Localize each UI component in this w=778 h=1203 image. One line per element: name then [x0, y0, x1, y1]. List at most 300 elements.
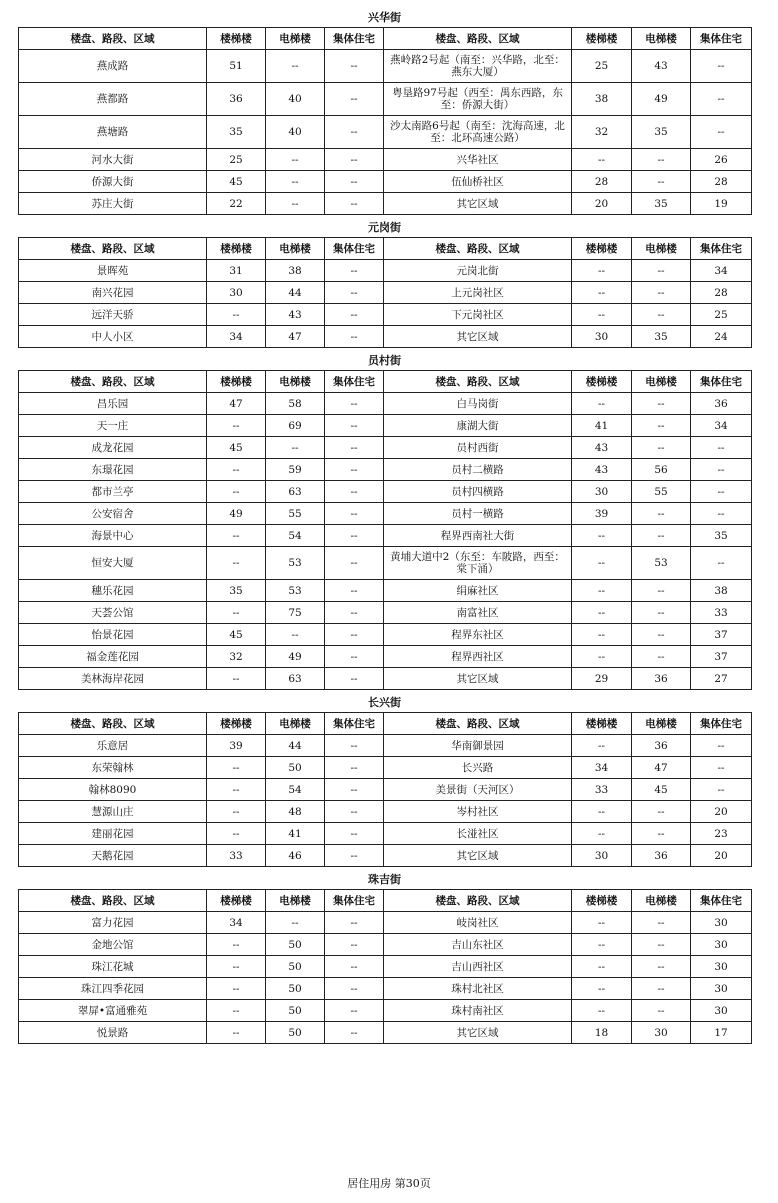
- table-row: [19, 602, 752, 624]
- location-cell: 其它区域: [384, 845, 572, 867]
- value-cell: 30: [572, 481, 632, 503]
- value-cell: --: [325, 282, 384, 304]
- value-cell: 34: [207, 326, 266, 348]
- location-cell: 天鹅花园: [19, 845, 207, 867]
- location-cell: 南兴花园: [19, 282, 207, 304]
- value-cell: --: [632, 304, 691, 326]
- section-title: 员村街: [368, 354, 401, 367]
- value-cell: --: [572, 823, 632, 845]
- column-header: 楼盘、路段、区域: [19, 238, 207, 260]
- column-header: 楼盘、路段、区域: [384, 371, 572, 393]
- column-header: 楼盘、路段、区域: [19, 713, 207, 735]
- location-cell: 翰林8090: [19, 779, 207, 801]
- value-cell: 30: [691, 934, 752, 956]
- location-cell: 珠江花城: [19, 956, 207, 978]
- table-row: [19, 823, 752, 845]
- value-cell: --: [691, 481, 752, 503]
- column-header: 楼梯楼: [572, 371, 632, 393]
- value-cell: 47: [266, 326, 325, 348]
- value-cell: --: [325, 503, 384, 525]
- value-cell: 19: [691, 193, 752, 215]
- value-cell: --: [266, 171, 325, 193]
- value-cell: 54: [266, 525, 325, 547]
- column-header: 集体住宅: [325, 28, 384, 50]
- value-cell: --: [325, 481, 384, 503]
- value-cell: 55: [632, 481, 691, 503]
- value-cell: --: [691, 735, 752, 757]
- location-cell: 天一庄: [19, 415, 207, 437]
- table-row: [19, 415, 752, 437]
- location-cell: 下元岗社区: [384, 304, 572, 326]
- value-cell: --: [632, 580, 691, 602]
- value-cell: 50: [266, 934, 325, 956]
- location-cell: 长兴路: [384, 757, 572, 779]
- section: [18, 871, 751, 1044]
- value-cell: --: [572, 624, 632, 646]
- value-cell: --: [632, 282, 691, 304]
- value-cell: --: [207, 481, 266, 503]
- value-cell: --: [632, 801, 691, 823]
- value-cell: 75: [266, 602, 325, 624]
- value-cell: --: [207, 547, 266, 580]
- value-cell: --: [632, 624, 691, 646]
- value-cell: 28: [691, 171, 752, 193]
- location-cell: 吉山东社区: [384, 934, 572, 956]
- value-cell: --: [266, 624, 325, 646]
- value-cell: 40: [266, 116, 325, 149]
- column-header: 楼盘、路段、区域: [384, 28, 572, 50]
- price-table: [18, 237, 752, 348]
- value-cell: --: [691, 459, 752, 481]
- value-cell: 53: [632, 547, 691, 580]
- section: [18, 219, 751, 348]
- column-header: 电梯楼: [632, 371, 691, 393]
- column-header: 楼梯楼: [207, 713, 266, 735]
- column-header: 楼梯楼: [572, 890, 632, 912]
- value-cell: --: [325, 304, 384, 326]
- location-cell: 黄埔大道中2（东至：车陂路，西至：棠下涌）: [384, 547, 572, 580]
- document-body: [18, 9, 751, 1048]
- table-row: [19, 646, 752, 668]
- value-cell: --: [572, 1000, 632, 1022]
- table-row: [19, 393, 752, 415]
- value-cell: --: [632, 525, 691, 547]
- value-cell: 35: [207, 580, 266, 602]
- value-cell: 56: [632, 459, 691, 481]
- value-cell: --: [572, 646, 632, 668]
- value-cell: --: [325, 149, 384, 171]
- column-header: 电梯楼: [266, 890, 325, 912]
- value-cell: --: [691, 83, 752, 116]
- column-header: 楼盘、路段、区域: [384, 713, 572, 735]
- value-cell: 55: [266, 503, 325, 525]
- value-cell: 47: [632, 757, 691, 779]
- value-cell: --: [325, 580, 384, 602]
- value-cell: 54: [266, 779, 325, 801]
- value-cell: --: [325, 646, 384, 668]
- column-header: 楼梯楼: [207, 28, 266, 50]
- value-cell: 32: [207, 646, 266, 668]
- location-cell: 恒安大厦: [19, 547, 207, 580]
- table-row: [19, 757, 752, 779]
- column-header: 集体住宅: [325, 371, 384, 393]
- location-cell: 公安宿舍: [19, 503, 207, 525]
- value-cell: 47: [207, 393, 266, 415]
- value-cell: 38: [266, 260, 325, 282]
- table-row: [19, 481, 752, 503]
- value-cell: --: [632, 823, 691, 845]
- value-cell: --: [691, 50, 752, 83]
- value-cell: --: [632, 149, 691, 171]
- table-row: [19, 801, 752, 823]
- value-cell: 43: [632, 50, 691, 83]
- value-cell: --: [325, 171, 384, 193]
- value-cell: 35: [632, 193, 691, 215]
- value-cell: --: [325, 415, 384, 437]
- table-row: [19, 83, 752, 116]
- value-cell: 35: [632, 116, 691, 149]
- table-row: [19, 171, 752, 193]
- table-row: [19, 624, 752, 646]
- value-cell: --: [207, 956, 266, 978]
- table-row: [19, 934, 752, 956]
- value-cell: 28: [691, 282, 752, 304]
- section-title: 兴华街: [368, 11, 401, 24]
- value-cell: --: [691, 757, 752, 779]
- location-cell: 美景街（天河区）: [384, 779, 572, 801]
- value-cell: --: [207, 934, 266, 956]
- value-cell: --: [572, 393, 632, 415]
- value-cell: --: [572, 956, 632, 978]
- table-row: [19, 326, 752, 348]
- value-cell: 20: [572, 193, 632, 215]
- value-cell: --: [325, 547, 384, 580]
- section: [18, 352, 751, 690]
- value-cell: 34: [572, 757, 632, 779]
- value-cell: 43: [572, 459, 632, 481]
- value-cell: --: [207, 602, 266, 624]
- value-cell: --: [207, 801, 266, 823]
- value-cell: --: [691, 779, 752, 801]
- value-cell: --: [207, 459, 266, 481]
- table-header-row: [19, 28, 752, 50]
- location-cell: 海景中心: [19, 525, 207, 547]
- value-cell: --: [691, 116, 752, 149]
- value-cell: --: [572, 580, 632, 602]
- section: [18, 9, 751, 215]
- value-cell: 44: [266, 735, 325, 757]
- price-table: [18, 889, 752, 1044]
- location-cell: 南富社区: [384, 602, 572, 624]
- value-cell: 45: [207, 624, 266, 646]
- column-header: 电梯楼: [266, 713, 325, 735]
- table-header-row: [19, 890, 752, 912]
- value-cell: 53: [266, 580, 325, 602]
- table-header-row: [19, 238, 752, 260]
- location-cell: 其它区域: [384, 1022, 572, 1044]
- column-header: 电梯楼: [632, 713, 691, 735]
- column-header: 楼梯楼: [572, 713, 632, 735]
- value-cell: 39: [572, 503, 632, 525]
- value-cell: --: [632, 393, 691, 415]
- table-header-row: [19, 713, 752, 735]
- column-header: 楼盘、路段、区域: [384, 890, 572, 912]
- value-cell: --: [266, 50, 325, 83]
- value-cell: 53: [266, 547, 325, 580]
- value-cell: 25: [572, 50, 632, 83]
- value-cell: --: [572, 304, 632, 326]
- table-row: [19, 912, 752, 934]
- value-cell: --: [207, 304, 266, 326]
- value-cell: 48: [266, 801, 325, 823]
- value-cell: --: [325, 83, 384, 116]
- table-row: [19, 193, 752, 215]
- table-row: [19, 668, 752, 690]
- value-cell: --: [572, 978, 632, 1000]
- location-cell: 其它区域: [384, 193, 572, 215]
- column-header: 电梯楼: [266, 238, 325, 260]
- value-cell: --: [266, 193, 325, 215]
- value-cell: --: [325, 823, 384, 845]
- value-cell: 36: [632, 735, 691, 757]
- value-cell: 30: [572, 326, 632, 348]
- location-cell: 程界西南社大街: [384, 525, 572, 547]
- value-cell: 35: [207, 116, 266, 149]
- value-cell: --: [632, 503, 691, 525]
- section: [18, 694, 751, 867]
- value-cell: 34: [691, 415, 752, 437]
- value-cell: --: [632, 934, 691, 956]
- value-cell: 43: [572, 437, 632, 459]
- location-cell: 金地公馆: [19, 934, 207, 956]
- value-cell: 20: [691, 845, 752, 867]
- table-row: [19, 304, 752, 326]
- value-cell: --: [325, 801, 384, 823]
- value-cell: --: [325, 934, 384, 956]
- value-cell: 36: [632, 668, 691, 690]
- location-cell: 侨源大街: [19, 171, 207, 193]
- column-header: 集体住宅: [691, 890, 752, 912]
- value-cell: 30: [691, 912, 752, 934]
- table-row: [19, 503, 752, 525]
- value-cell: --: [266, 437, 325, 459]
- value-cell: 29: [572, 668, 632, 690]
- location-cell: 程界东社区: [384, 624, 572, 646]
- value-cell: --: [632, 602, 691, 624]
- location-cell: 岐岗社区: [384, 912, 572, 934]
- value-cell: 39: [207, 735, 266, 757]
- location-cell: 建丽花园: [19, 823, 207, 845]
- location-cell: 福金莲花园: [19, 646, 207, 668]
- location-cell: 粤垦路97号起（西至：禺东西路，东至：侨源大街）: [384, 83, 572, 116]
- location-cell: 远洋天骄: [19, 304, 207, 326]
- value-cell: 32: [572, 116, 632, 149]
- location-cell: 兴华社区: [384, 149, 572, 171]
- value-cell: 22: [207, 193, 266, 215]
- value-cell: --: [325, 779, 384, 801]
- value-cell: 30: [691, 1000, 752, 1022]
- value-cell: 25: [207, 149, 266, 171]
- value-cell: 69: [266, 415, 325, 437]
- value-cell: 36: [691, 393, 752, 415]
- value-cell: 33: [572, 779, 632, 801]
- location-cell: 怡景花园: [19, 624, 207, 646]
- value-cell: --: [325, 912, 384, 934]
- value-cell: 45: [632, 779, 691, 801]
- value-cell: --: [572, 525, 632, 547]
- column-header: 楼盘、路段、区域: [19, 890, 207, 912]
- column-header: 集体住宅: [325, 238, 384, 260]
- value-cell: 63: [266, 668, 325, 690]
- value-cell: 23: [691, 823, 752, 845]
- location-cell: 昌乐园: [19, 393, 207, 415]
- section-title: 元岗街: [368, 221, 401, 234]
- table-row: [19, 282, 752, 304]
- value-cell: 20: [691, 801, 752, 823]
- value-cell: 26: [691, 149, 752, 171]
- value-cell: --: [325, 845, 384, 867]
- price-table: [18, 27, 752, 215]
- value-cell: 59: [266, 459, 325, 481]
- location-cell: 燕成路: [19, 50, 207, 83]
- value-cell: --: [632, 912, 691, 934]
- value-cell: --: [325, 735, 384, 757]
- location-cell: 珠村北社区: [384, 978, 572, 1000]
- value-cell: --: [207, 978, 266, 1000]
- value-cell: 33: [691, 602, 752, 624]
- value-cell: 38: [691, 580, 752, 602]
- value-cell: 50: [266, 978, 325, 1000]
- value-cell: --: [572, 735, 632, 757]
- table-row: [19, 547, 752, 580]
- column-header: 电梯楼: [266, 371, 325, 393]
- value-cell: 33: [207, 845, 266, 867]
- value-cell: 35: [691, 525, 752, 547]
- value-cell: --: [207, 823, 266, 845]
- value-cell: --: [325, 525, 384, 547]
- value-cell: 50: [266, 1022, 325, 1044]
- value-cell: --: [325, 757, 384, 779]
- location-cell: 绢麻社区: [384, 580, 572, 602]
- value-cell: --: [572, 149, 632, 171]
- location-cell: 富力花园: [19, 912, 207, 934]
- table-header-row: [19, 371, 752, 393]
- column-header: 集体住宅: [325, 890, 384, 912]
- value-cell: 27: [691, 668, 752, 690]
- value-cell: 49: [632, 83, 691, 116]
- value-cell: --: [632, 437, 691, 459]
- column-header: 集体住宅: [691, 28, 752, 50]
- value-cell: 40: [266, 83, 325, 116]
- value-cell: --: [266, 912, 325, 934]
- location-cell: 成龙花园: [19, 437, 207, 459]
- value-cell: --: [325, 326, 384, 348]
- column-header: 楼盘、路段、区域: [19, 371, 207, 393]
- value-cell: --: [325, 956, 384, 978]
- table-row: [19, 978, 752, 1000]
- location-cell: 珠村南社区: [384, 1000, 572, 1022]
- column-header: 楼梯楼: [207, 371, 266, 393]
- value-cell: --: [325, 437, 384, 459]
- value-cell: --: [325, 393, 384, 415]
- value-cell: --: [207, 1022, 266, 1044]
- table-row: [19, 260, 752, 282]
- location-cell: 上元岗社区: [384, 282, 572, 304]
- table-row: [19, 50, 752, 83]
- value-cell: 50: [266, 1000, 325, 1022]
- value-cell: --: [207, 415, 266, 437]
- location-cell: 苏庄大街: [19, 193, 207, 215]
- value-cell: 31: [207, 260, 266, 282]
- section-title: 长兴街: [368, 696, 401, 709]
- value-cell: 46: [266, 845, 325, 867]
- location-cell: 员村二横路: [384, 459, 572, 481]
- value-cell: --: [325, 459, 384, 481]
- value-cell: 30: [691, 978, 752, 1000]
- value-cell: --: [207, 668, 266, 690]
- value-cell: --: [207, 757, 266, 779]
- table-row: [19, 845, 752, 867]
- location-cell: 康湖大街: [384, 415, 572, 437]
- column-header: 电梯楼: [266, 28, 325, 50]
- value-cell: --: [325, 1000, 384, 1022]
- location-cell: 燕岭路2号起（南至：兴华路，北至：燕东大厦）: [384, 50, 572, 83]
- page-footer: 居住用房 第30页: [347, 1177, 431, 1190]
- column-header: 楼盘、路段、区域: [384, 238, 572, 260]
- value-cell: --: [325, 116, 384, 149]
- location-cell: 白马岗街: [384, 393, 572, 415]
- value-cell: 51: [207, 50, 266, 83]
- value-cell: --: [325, 193, 384, 215]
- location-cell: 珠江四季花园: [19, 978, 207, 1000]
- location-cell: 燕都路: [19, 83, 207, 116]
- value-cell: --: [207, 779, 266, 801]
- location-cell: 中人小区: [19, 326, 207, 348]
- table-row: [19, 956, 752, 978]
- location-cell: 其它区域: [384, 668, 572, 690]
- location-cell: 沙太南路6号起（南至：沈海高速，北至：北环高速公路）: [384, 116, 572, 149]
- value-cell: --: [691, 547, 752, 580]
- column-header: 楼盘、路段、区域: [19, 28, 207, 50]
- table-row: [19, 437, 752, 459]
- location-cell: 吉山西社区: [384, 956, 572, 978]
- value-cell: --: [207, 525, 266, 547]
- table-row: [19, 779, 752, 801]
- value-cell: --: [572, 801, 632, 823]
- location-cell: 天荟公馆: [19, 602, 207, 624]
- value-cell: --: [325, 668, 384, 690]
- price-table: [18, 712, 752, 867]
- value-cell: --: [632, 260, 691, 282]
- value-cell: --: [572, 547, 632, 580]
- value-cell: 28: [572, 171, 632, 193]
- column-header: 集体住宅: [325, 713, 384, 735]
- value-cell: 50: [266, 956, 325, 978]
- location-cell: 美林海岸花园: [19, 668, 207, 690]
- location-cell: 燕塘路: [19, 116, 207, 149]
- column-header: 电梯楼: [632, 238, 691, 260]
- value-cell: 38: [572, 83, 632, 116]
- value-cell: --: [691, 437, 752, 459]
- value-cell: 30: [207, 282, 266, 304]
- location-cell: 伍仙桥社区: [384, 171, 572, 193]
- table-row: [19, 459, 752, 481]
- table-row: [19, 580, 752, 602]
- location-cell: 景晖苑: [19, 260, 207, 282]
- value-cell: --: [325, 624, 384, 646]
- table-row: [19, 735, 752, 757]
- table-row: [19, 116, 752, 149]
